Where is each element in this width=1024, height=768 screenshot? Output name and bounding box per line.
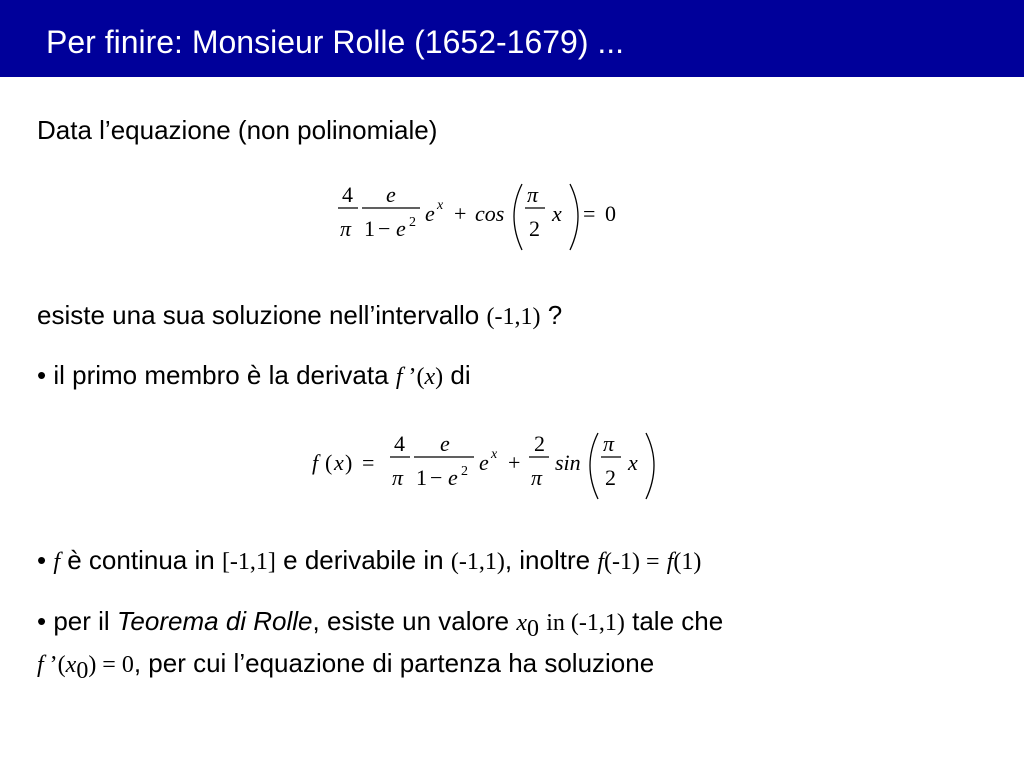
x0-sub: 0 <box>526 616 539 643</box>
eq2-equals: = <box>362 450 375 475</box>
rolle-text-3: tale che <box>632 606 724 636</box>
eq2-close: ) <box>345 450 353 475</box>
bullet-dot: • <box>37 606 47 636</box>
bullet-continuity <box>37 545 701 576</box>
eq2-exp-base: e <box>479 450 489 475</box>
eq2-frac1-den: π <box>392 465 404 490</box>
x0-interval: in (-1,1) <box>546 610 625 636</box>
eq1-frac2-den-1: 1 <box>364 216 375 241</box>
f-at-minus-one-f: f <box>597 549 604 575</box>
bullet-rolle <box>37 606 723 643</box>
f-at-one-f: f <box>666 549 674 575</box>
continuity-text-3: , inoltre <box>504 545 591 575</box>
eq1-x: x <box>552 201 562 226</box>
interval-line <box>37 300 562 331</box>
eq2-frac2-den-exp: 2 <box>461 464 468 479</box>
fprime-x: x <box>424 364 436 390</box>
eq1-rhs: 0 <box>605 201 616 226</box>
eq1-frac3-num: π <box>527 182 539 207</box>
eq1-exp-base: e <box>425 201 435 226</box>
eq1-frac2-num: e <box>386 182 396 207</box>
continuity-f: f <box>53 549 61 575</box>
conclusion-f: f <box>37 652 44 678</box>
eq2-frac3-num: 2 <box>534 431 545 456</box>
eq1-paren-left <box>514 184 522 250</box>
open-interval: (-1,1) <box>450 549 505 575</box>
bullet-dot: • <box>37 360 47 390</box>
continuity-text-2: e derivabile in <box>283 545 444 575</box>
rolle-text-2: , esiste un valore <box>312 606 510 636</box>
f-at-one-arg: (1) <box>673 549 702 575</box>
equation-2 <box>312 427 672 507</box>
title-bar <box>0 0 1024 77</box>
eq1-frac3-den: 2 <box>529 216 540 241</box>
conclusion-mark: ’( <box>43 652 66 678</box>
eq2-frac4-num: π <box>603 431 615 456</box>
eq2-frac2-den-1: 1 <box>416 465 427 490</box>
fprime-f: f <box>395 364 403 390</box>
eq2-frac2-den-e: e <box>448 465 458 490</box>
conclusion-sub: 0 <box>76 658 89 685</box>
eq1-cos: cos <box>475 201 505 226</box>
closed-interval: [-1,1] <box>221 549 276 575</box>
bullet-derivative <box>37 360 471 391</box>
eq2-x: x <box>334 450 344 475</box>
eq2-frac2-num: e <box>440 431 450 456</box>
rolle-text-1: per il <box>53 606 110 636</box>
eq2-exp-power: x <box>491 447 498 462</box>
equation-1 <box>334 178 634 258</box>
eq2-paren-left <box>590 433 598 499</box>
eq1-frac2-den-exp: 2 <box>409 215 416 230</box>
eq1-frac1-den: π <box>340 216 352 241</box>
interval-text: esiste una sua soluzione nell’intervallo <box>37 300 480 330</box>
fprime-mark: ’( <box>402 364 425 390</box>
interval-value: (-1,1) <box>486 304 541 330</box>
rolle-conclusion <box>37 648 654 685</box>
eq1-exp-power: x <box>437 198 444 213</box>
eq2-f: f <box>312 450 319 475</box>
eq2-x-arg: x <box>628 450 638 475</box>
f-at-minus-one-arg: (-1) = <box>603 549 660 575</box>
eq2-frac2-den-minus: − <box>430 465 443 490</box>
eq1-frac2-den-e: e <box>396 216 406 241</box>
bullet-derivative-text: il primo membro è la derivata <box>53 360 389 390</box>
eq2-frac3-den: π <box>531 465 543 490</box>
eq1-plus: + <box>454 201 467 226</box>
conclusion-eq: ) = 0 <box>88 652 134 678</box>
eq2-sin: sin <box>555 450 581 475</box>
slide-title: Per finire: Monsieur Rolle (1652-1679) ... <box>46 24 625 60</box>
eq2-frac1-num: 4 <box>394 431 405 456</box>
interval-question: ? <box>547 300 563 330</box>
eq1-frac2-den-minus: − <box>378 216 391 241</box>
rolle-theorem: Teorema di Rolle <box>116 606 313 636</box>
eq2-paren-right <box>646 433 654 499</box>
x0-var: x <box>516 610 527 636</box>
eq1-frac1-num: 4 <box>342 182 353 207</box>
bullet-dot: • <box>37 545 47 575</box>
intro-line: Data l’equazione (non polinomiale) <box>37 115 438 145</box>
continuity-text-1: è continua in <box>67 545 215 575</box>
eq2-open: ( <box>325 450 333 475</box>
eq1-equals: = <box>583 201 596 226</box>
conclusion-tail: , per cui l’equazione di partenza ha soluzione <box>133 648 655 678</box>
conclusion-x: x <box>65 652 77 678</box>
fprime-close: ) <box>435 364 444 390</box>
bullet-derivative-tail: di <box>450 360 471 390</box>
eq2-plus: + <box>508 450 521 475</box>
eq2-frac4-den: 2 <box>605 465 616 490</box>
eq1-paren-right <box>570 184 578 250</box>
